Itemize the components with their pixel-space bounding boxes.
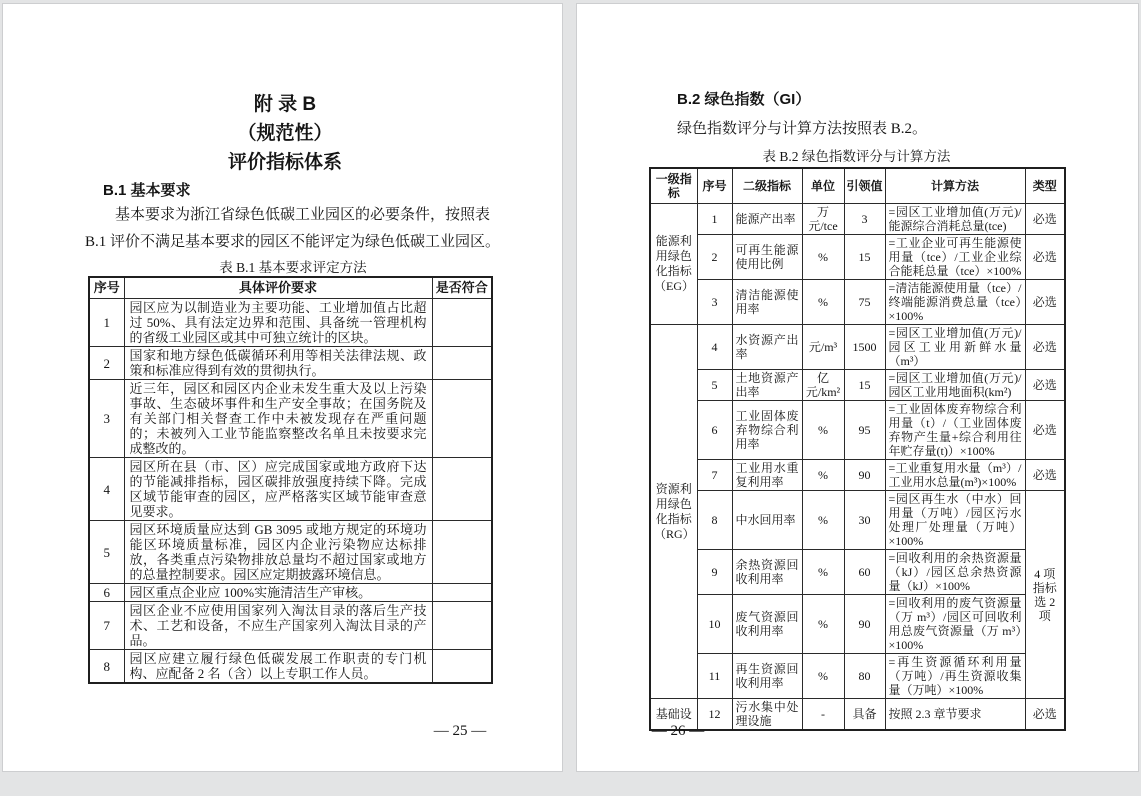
second-level-indicator-cell: 水资源产出率: [732, 325, 802, 370]
green-index-table: [649, 167, 1066, 731]
unit-cell: %: [802, 491, 844, 550]
calculation-method-cell: =回收利用的废气资源量（万 m³）/园区可回收利用总废气资源量（万 m³）×100%: [885, 595, 1025, 654]
calculation-method-cell: =园区工业增加值(万元)/能源综合消耗总量(tce): [885, 204, 1025, 235]
type-cell: 必选: [1025, 699, 1065, 731]
table-row: [650, 550, 1065, 595]
table-b1-header: [89, 277, 492, 299]
table-row: [89, 347, 492, 380]
row-number-cell: 5: [89, 521, 124, 584]
leading-value-cell: 1500: [844, 325, 885, 370]
first-level-indicator-cell: 基础设: [650, 699, 697, 731]
page-number-25: — 25 —: [433, 723, 487, 739]
type-cell: 必选: [1025, 401, 1065, 460]
second-level-indicator-cell: 工业用水重复利用率: [732, 460, 802, 491]
section-b1-paragraph: [85, 202, 557, 256]
table-row: [89, 299, 492, 347]
calculation-method-cell: =工业固体废弃物综合利用量（t）/（工业固体废弃物产生量+综合利用往年贮存量(t)）×100%: [885, 401, 1025, 460]
table-b1-body: [89, 299, 492, 684]
requirement-cell: 近三年，园区和园区内企业未发生重大及以上污染事故、生态破坏事件和生产安全事故；在国务院及有关部门相关督查工作中未被发现存在严重问题的；未被列入工业节能监察整改名单且未按要求完成整改的。: [124, 380, 432, 458]
section-heading-b1: B.1 基本要求: [103, 182, 191, 199]
column-header: 类型: [1025, 168, 1065, 204]
calculation-method-cell: =工业重复用水量（m³）/工业用水总量(m³)×100%: [885, 460, 1025, 491]
serial-number-cell: 8: [697, 491, 732, 550]
second-level-indicator-cell: 再生资源回收利用率: [732, 654, 802, 699]
second-level-indicator-cell: 清洁能源使用率: [732, 280, 802, 325]
serial-number-cell: 3: [697, 280, 732, 325]
calculation-method-cell: =园区工业增加值(万元)/园区工业用新鲜水量（m³）: [885, 325, 1025, 370]
serial-number-cell: 2: [697, 235, 732, 280]
requirement-cell: 国家和地方绿色低碳循环利用等相关法律法规、政策和标准应得到有效的贯彻执行。: [124, 347, 432, 380]
row-number-cell: 6: [89, 584, 124, 602]
section-b2-paragraph: 绿色指数评分与计算方法按照表 B.2。: [677, 121, 928, 137]
requirement-cell: 园区应建立履行绿色低碳发展工作职责的专门机构、应配备 2 名（含）以上专职工作人员。: [124, 650, 432, 684]
serial-number-cell: 11: [697, 654, 732, 699]
header-row: [650, 168, 1065, 204]
unit-cell: -: [802, 699, 844, 731]
appendix-title-line: （规范性）: [237, 123, 333, 144]
requirement-cell: 园区企业不应使用国家列入淘汰目录的落后生产技术、工艺和设备，不应生产国家列入淘汰目录的产品。: [124, 602, 432, 650]
second-level-indicator-cell: 余热资源回收利用率: [732, 550, 802, 595]
serial-number-cell: 12: [697, 699, 732, 731]
leading-value-cell: 90: [844, 595, 885, 654]
second-level-indicator-cell: 污水集中处理设施: [732, 699, 802, 731]
column-header: 一级指标: [650, 168, 697, 204]
serial-number-cell: 9: [697, 550, 732, 595]
requirement-cell: 园区所在县（市、区）应完成国家或地方政府下达的节能减排指标，园区碳排放强度持续下降。完成区域节能审查的园区，应严格落实区域节能审查意见要求。: [124, 458, 432, 521]
column-header: 计算方法: [885, 168, 1025, 204]
row-number-cell: 2: [89, 347, 124, 380]
type-cell: 必选: [1025, 204, 1065, 235]
type-cell: 必选: [1025, 280, 1065, 325]
compliance-cell: [432, 584, 492, 602]
column-header: 二级指标: [732, 168, 802, 204]
serial-number-cell: 5: [697, 370, 732, 401]
serial-number-cell: 1: [697, 204, 732, 235]
table-row: [89, 602, 492, 650]
unit-cell: %: [802, 235, 844, 280]
compliance-cell: [432, 458, 492, 521]
table-row: [650, 370, 1065, 401]
appendix-title: [25, 90, 545, 177]
leading-value-cell: 30: [844, 491, 885, 550]
calculation-method-cell: 按照 2.3 章节要求: [885, 699, 1025, 731]
table-row: [89, 650, 492, 684]
row-number-cell: 4: [89, 458, 124, 521]
first-level-indicator-cell: 能源利用绿色化指标（EG）: [650, 204, 697, 325]
row-number-cell: 3: [89, 380, 124, 458]
unit-cell: %: [802, 595, 844, 654]
leading-value-cell: 15: [844, 235, 885, 280]
unit-cell: %: [802, 460, 844, 491]
table-b2-header: [650, 168, 1065, 204]
appendix-title-line: 评价指标体系: [227, 152, 342, 173]
leading-value-cell: 15: [844, 370, 885, 401]
type-cell: 必选: [1025, 460, 1065, 491]
table-row: [650, 325, 1065, 370]
unit-cell: 元/m³: [802, 325, 844, 370]
table-b2-caption: 表 B.2 绿色指数评分与计算方法: [762, 149, 951, 164]
table-row: [650, 280, 1065, 325]
row-number-cell: 1: [89, 299, 124, 347]
unit-cell: 亿元/km²: [802, 370, 844, 401]
unit-cell: %: [802, 280, 844, 325]
leading-value-cell: 95: [844, 401, 885, 460]
section-heading-b2: B.2 绿色指数（GI）: [677, 91, 811, 108]
second-level-indicator-cell: 土地资源产出率: [732, 370, 802, 401]
table-row: [650, 235, 1065, 280]
requirement-cell: 园区环境质量应达到 GB 3095 或地方规定的环境功能区环境质量标准，园区内企业污染物应达标排放，各类重点污染物排放总量均不超过国家或地方的总量控制要求。园区应定期披露环境信息。: [124, 521, 432, 584]
first-level-indicator-cell: 资源利用绿色化指标（RG）: [650, 325, 697, 699]
serial-number-cell: 7: [697, 460, 732, 491]
compliance-cell: [432, 347, 492, 380]
appendix-title-line: 附 录 B: [253, 94, 317, 115]
calculation-method-cell: =园区工业增加值(万元)/园区工业用地面积(km²): [885, 370, 1025, 401]
type-cell: 4 项指标选 2 项: [1025, 491, 1065, 699]
unit-cell: %: [802, 401, 844, 460]
table-row: [89, 521, 492, 584]
basic-requirements-table: [88, 276, 493, 684]
paragraph-line: 基本要求为浙江省绿色低碳工业园区的必要条件，按照表: [115, 207, 491, 223]
serial-number-cell: 4: [697, 325, 732, 370]
serial-number-cell: 6: [697, 401, 732, 460]
second-level-indicator-cell: 可再生能源使用比例: [732, 235, 802, 280]
table-row: [650, 460, 1065, 491]
leading-value-cell: 具备: [844, 699, 885, 731]
column-header: 单位: [802, 168, 844, 204]
unit-cell: %: [802, 550, 844, 595]
table-row: [650, 204, 1065, 235]
table-row: [650, 401, 1065, 460]
calculation-method-cell: =再生资源循环利用量（万吨）/再生资源收集量（万吨）×100%: [885, 654, 1025, 699]
serial-number-cell: 10: [697, 595, 732, 654]
row-number-cell: 8: [89, 650, 124, 684]
calculation-method-cell: =工业企业可再生能源使用量（tce）/工业企业综合能耗总量（tce）×100%: [885, 235, 1025, 280]
table-b1-caption: 表 B.1 基本要求评定方法: [219, 260, 367, 275]
requirement-cell: 园区应为以制造业为主要功能、工业增加值占比超过 50%、具有法定边界和范围、具备统一管理机构的省级工业园区或其中可独立统计的区块。: [124, 299, 432, 347]
compliance-cell: [432, 650, 492, 684]
table-row: [650, 595, 1065, 654]
column-header: 序号: [89, 277, 124, 299]
table-row: [89, 458, 492, 521]
type-cell: 必选: [1025, 235, 1065, 280]
type-cell: 必选: [1025, 325, 1065, 370]
document-page-26: [576, 3, 1139, 772]
column-header: 具体评价要求: [124, 277, 432, 299]
second-level-indicator-cell: 废气资源回收利用率: [732, 595, 802, 654]
compliance-cell: [432, 602, 492, 650]
second-level-indicator-cell: 能源产出率: [732, 204, 802, 235]
unit-cell: 万元/tce: [802, 204, 844, 235]
table-row: [650, 654, 1065, 699]
calculation-method-cell: =清洁能源使用量（tce）/终端能源消费总量（tce）×100%: [885, 280, 1025, 325]
table-row: [650, 491, 1065, 550]
leading-value-cell: 3: [844, 204, 885, 235]
compliance-cell: [432, 299, 492, 347]
table-row: [89, 380, 492, 458]
calculation-method-cell: =回收利用的余热资源量（kJ）/园区总余热资源量（kJ）×100%: [885, 550, 1025, 595]
column-header: 序号: [697, 168, 732, 204]
compliance-cell: [432, 521, 492, 584]
type-cell: 必选: [1025, 370, 1065, 401]
page-number-26: — 26 —: [651, 723, 705, 739]
unit-cell: %: [802, 654, 844, 699]
column-header: 引领值: [844, 168, 885, 204]
table-b2-body: [650, 204, 1065, 731]
column-header: 是否符合: [432, 277, 492, 299]
calculation-method-cell: =园区再生水（中水）回用量（万吨）/园区污水处理厂处理量（万吨）×100%: [885, 491, 1025, 550]
leading-value-cell: 90: [844, 460, 885, 491]
leading-value-cell: 60: [844, 550, 885, 595]
second-level-indicator-cell: 工业固体废弃物综合利用率: [732, 401, 802, 460]
leading-value-cell: 75: [844, 280, 885, 325]
header-row: [89, 277, 492, 299]
compliance-cell: [432, 380, 492, 458]
row-number-cell: 7: [89, 602, 124, 650]
table-row: [89, 584, 492, 602]
second-level-indicator-cell: 中水回用率: [732, 491, 802, 550]
leading-value-cell: 80: [844, 654, 885, 699]
requirement-cell: 园区重点企业应 100%实施清洁生产审核。: [124, 584, 432, 602]
document-page-25: [2, 3, 563, 772]
paragraph-line: B.1 评价不满足基本要求的园区不能评定为绿色低碳工业园区。: [85, 234, 501, 250]
